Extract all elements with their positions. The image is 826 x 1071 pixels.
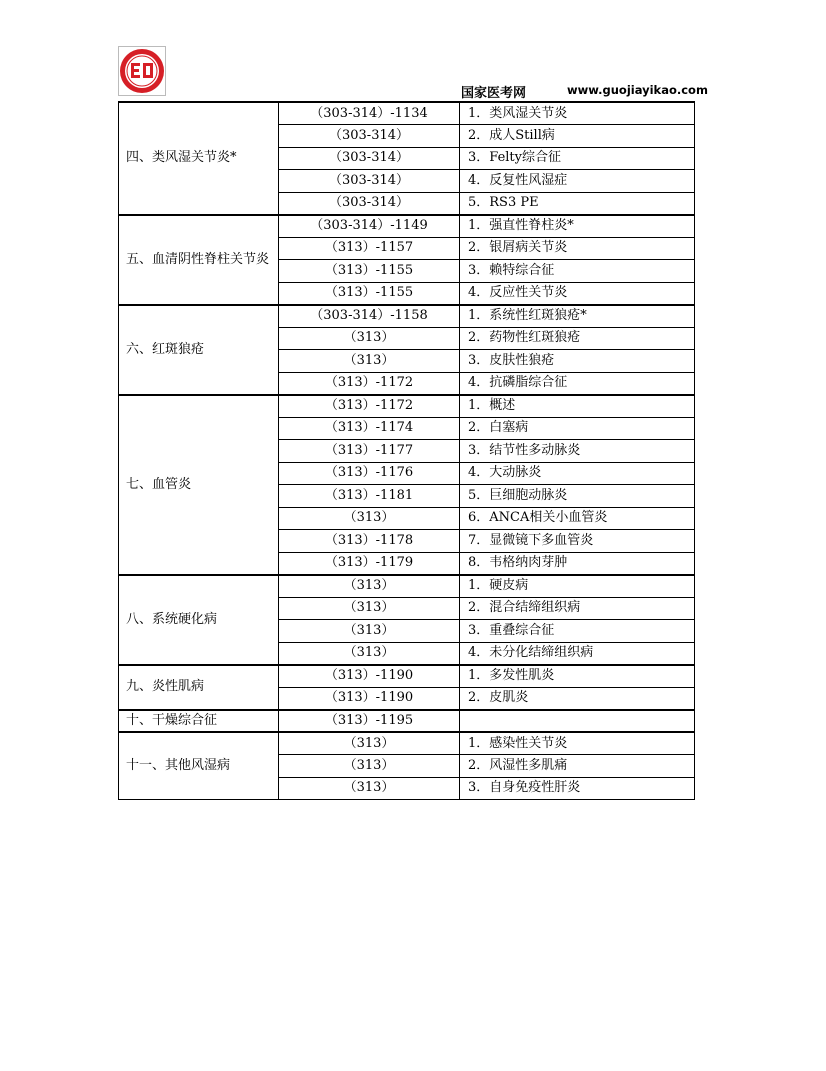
topic-item <box>460 710 695 733</box>
topic-item: 2．皮肌炎 <box>460 687 695 710</box>
topic-item: 4．反应性关节炎 <box>460 282 695 305</box>
topic-item: 2．成人Still病 <box>460 125 695 148</box>
reference-code: （313） <box>279 350 460 373</box>
table-row <box>119 665 695 688</box>
topic-item: 2．白塞病 <box>460 417 695 440</box>
topic-item: 2．风湿性多肌痛 <box>460 755 695 778</box>
topic-item: 5．RS3 PE <box>460 192 695 215</box>
table-row <box>119 102 695 125</box>
reference-code: （313） <box>279 620 460 643</box>
reference-code: （313） <box>279 732 460 755</box>
reference-code: （313）-1172 <box>279 372 460 395</box>
reference-code: （313）-1178 <box>279 530 460 553</box>
unit-title: 十一、其他风湿病 <box>119 732 279 800</box>
topic-item: 3．重叠综合征 <box>460 620 695 643</box>
reference-code: （313）-1195 <box>279 710 460 733</box>
reference-code: （303-314） <box>279 147 460 170</box>
reference-code: （313） <box>279 777 460 800</box>
topic-item: 2．混合结缔组织病 <box>460 597 695 620</box>
unit-title: 六、红斑狼疮 <box>119 305 279 395</box>
table-row <box>119 575 695 598</box>
reference-code: （313） <box>279 507 460 530</box>
unit-title: 七、血管炎 <box>119 395 279 575</box>
topic-item: 6．ANCA相关小血管炎 <box>460 507 695 530</box>
reference-code: （313）-1172 <box>279 395 460 418</box>
topic-item: 1．硬皮病 <box>460 575 695 598</box>
reference-code: （313）-1155 <box>279 282 460 305</box>
reference-code: （303-314）-1134 <box>279 102 460 125</box>
topic-item: 1．强直性脊柱炎* <box>460 215 695 238</box>
reference-code: （303-314） <box>279 125 460 148</box>
syllabus-table <box>118 101 695 800</box>
topic-item: 4．反复性风湿症 <box>460 170 695 193</box>
topic-item: 8．韦格纳肉芽肿 <box>460 552 695 575</box>
unit-title: 十、干燥综合征 <box>119 710 279 733</box>
reference-code: （303-314） <box>279 170 460 193</box>
topic-item: 7．显微镜下多血管炎 <box>460 530 695 553</box>
medical-exam-circle-logo-icon <box>118 46 166 96</box>
unit-title: 五、血清阴性脊柱关节炎 <box>119 215 279 305</box>
topic-item: 3．皮肤性狼疮 <box>460 350 695 373</box>
reference-code: （313）-1190 <box>279 687 460 710</box>
topic-item: 3．Felty综合征 <box>460 147 695 170</box>
topic-item: 5．巨细胞动脉炎 <box>460 485 695 508</box>
reference-code: （313） <box>279 642 460 665</box>
topic-item: 2．银屑病关节炎 <box>460 237 695 260</box>
syllabus-table-body <box>119 102 695 800</box>
reference-code: （313） <box>279 575 460 598</box>
reference-code: （313）-1190 <box>279 665 460 688</box>
reference-code: （303-314）-1158 <box>279 305 460 328</box>
reference-code: （313）-1176 <box>279 462 460 485</box>
site-url[interactable]: www.guojiayikao.com <box>567 83 708 97</box>
unit-title: 四、类风湿关节炎* <box>119 102 279 215</box>
topic-item: 1．系统性红斑狼疮* <box>460 305 695 328</box>
topic-item: 3．自身免疫性肝炎 <box>460 777 695 800</box>
table-row <box>119 395 695 418</box>
topic-item: 4．未分化结缔组织病 <box>460 642 695 665</box>
site-logo <box>118 46 166 96</box>
table-row <box>119 215 695 238</box>
reference-code: （303-314）-1149 <box>279 215 460 238</box>
topic-item: 1．多发性肌炎 <box>460 665 695 688</box>
reference-code: （313）-1157 <box>279 237 460 260</box>
topic-item: 3．结节性多动脉炎 <box>460 440 695 463</box>
topic-item: 2．药物性红斑狼疮 <box>460 327 695 350</box>
reference-code: （313）-1174 <box>279 417 460 440</box>
table-row <box>119 305 695 328</box>
reference-code: （313）-1181 <box>279 485 460 508</box>
topic-item: 3．赖特综合征 <box>460 260 695 283</box>
topic-item: 4．抗磷脂综合征 <box>460 372 695 395</box>
unit-title: 九、炎性肌病 <box>119 665 279 710</box>
topic-item: 1．类风湿关节炎 <box>460 102 695 125</box>
topic-item: 4．大动脉炎 <box>460 462 695 485</box>
table-row <box>119 710 695 733</box>
reference-code: （303-314） <box>279 192 460 215</box>
reference-code: （313） <box>279 755 460 778</box>
reference-code: （313）-1179 <box>279 552 460 575</box>
reference-code: （313） <box>279 327 460 350</box>
reference-code: （313）-1177 <box>279 440 460 463</box>
reference-code: （313）-1155 <box>279 260 460 283</box>
reference-code: （313） <box>279 597 460 620</box>
topic-item: 1．概述 <box>460 395 695 418</box>
unit-title: 八、系统硬化病 <box>119 575 279 665</box>
table-row <box>119 732 695 755</box>
site-name: 国家医考网 <box>461 86 527 101</box>
topic-item: 1．感染性关节炎 <box>460 732 695 755</box>
